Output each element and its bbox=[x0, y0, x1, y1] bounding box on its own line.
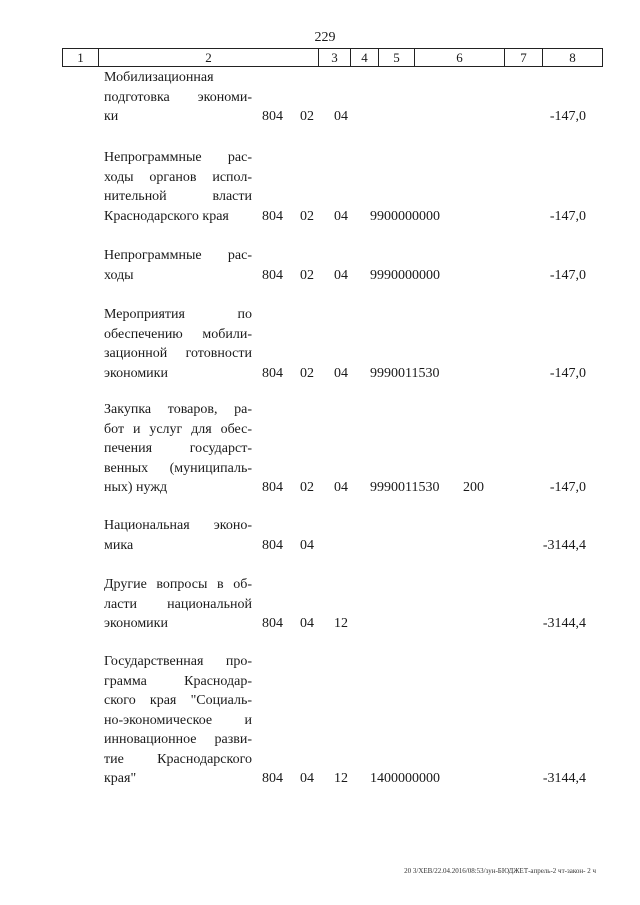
cell-col-4: 04 bbox=[300, 537, 314, 553]
cell-col-7: 200 bbox=[463, 480, 484, 495]
row-description bbox=[104, 246, 252, 285]
description-line: нительной власти bbox=[104, 189, 252, 204]
description-line: Непрограммные рас- bbox=[104, 248, 252, 263]
description-line: края" bbox=[104, 771, 137, 786]
cell-col-6: 9990011530 bbox=[370, 365, 440, 381]
description-line: инновационное разви- bbox=[104, 732, 252, 747]
cell-col-3: 804 bbox=[262, 208, 283, 224]
description-line: экономики bbox=[104, 365, 168, 381]
description-line: ходы bbox=[104, 267, 134, 283]
cell-col-8: -147,0 bbox=[549, 267, 586, 283]
description-line: печения государст- bbox=[104, 441, 252, 456]
header-col-4: 4 bbox=[351, 49, 379, 66]
description-line: ных) нужд bbox=[104, 480, 168, 495]
cell-col-6: 9900000000 bbox=[370, 208, 440, 224]
page-number: 229 bbox=[314, 30, 336, 45]
cell-col-3: 804 bbox=[262, 267, 283, 283]
cell-col-4: 02 bbox=[300, 480, 314, 495]
document-footer: 20 3/ХЕВ/22.04.2016/08:53/зун-БЮДЖЕТ-апрель-2 чт-закон- 2 ч bbox=[404, 867, 596, 875]
row-description bbox=[104, 575, 252, 634]
cell-col-4: 02 bbox=[300, 109, 314, 124]
description-line: бот и услуг для обес- bbox=[104, 421, 252, 437]
cell-col-5: 12 bbox=[334, 616, 348, 631]
header-col-1: 1 bbox=[63, 49, 99, 66]
cell-col-6: 9990000000 bbox=[370, 267, 440, 283]
description-line: Закупка товаров, ра- bbox=[104, 402, 252, 417]
cell-col-4: 04 bbox=[300, 616, 314, 631]
cell-col-4: 02 bbox=[300, 208, 314, 224]
cell-col-8: -147,0 bbox=[549, 208, 586, 224]
description-line: ходы органов испол- bbox=[104, 169, 252, 185]
cell-col-6: 9990011530 bbox=[370, 480, 440, 495]
description-line: Краснодарского края bbox=[104, 208, 229, 224]
cell-col-8: -3144,4 bbox=[542, 616, 586, 631]
header-col-2: 2 bbox=[99, 49, 319, 66]
cell-col-6: 1400000000 bbox=[370, 771, 440, 786]
cell-col-4: 04 bbox=[300, 771, 314, 786]
row-description bbox=[104, 305, 252, 383]
cell-col-4: 02 bbox=[300, 365, 314, 381]
cell-col-5: 04 bbox=[334, 208, 348, 224]
description-line: Другие вопросы в об- bbox=[104, 577, 252, 592]
cell-col-8: -3144,4 bbox=[542, 537, 586, 553]
header-col-3: 3 bbox=[319, 49, 351, 66]
cell-col-5: 12 bbox=[334, 771, 348, 786]
cell-col-8: -147,0 bbox=[549, 480, 586, 495]
cell-col-3: 804 bbox=[262, 365, 283, 381]
cell-col-8: -3144,4 bbox=[542, 771, 586, 786]
row-description bbox=[104, 148, 252, 226]
description-line: Мероприятия по bbox=[104, 307, 252, 322]
description-line: зационной готовности bbox=[104, 346, 252, 361]
header-col-7: 7 bbox=[505, 49, 543, 66]
cell-col-5: 04 bbox=[334, 109, 348, 124]
row-description bbox=[104, 516, 252, 555]
description-line: Государственная про- bbox=[104, 654, 252, 669]
description-line: венных (муниципаль- bbox=[104, 460, 252, 476]
description-line: обеспечению мобили- bbox=[104, 326, 252, 342]
table-header bbox=[62, 48, 603, 67]
cell-col-5: 04 bbox=[334, 365, 348, 381]
cell-col-3: 804 bbox=[262, 537, 283, 553]
cell-col-4: 02 bbox=[300, 267, 314, 283]
cell-col-5: 04 bbox=[334, 267, 348, 283]
cell-col-5: 04 bbox=[334, 480, 348, 495]
cell-col-3: 804 bbox=[262, 616, 283, 631]
description-line: грамма Краснодар- bbox=[104, 673, 252, 689]
description-line: подготовка экономи- bbox=[104, 89, 252, 105]
description-line: тие Краснодарского bbox=[104, 751, 252, 767]
description-line: но-экономическое и bbox=[104, 712, 252, 728]
description-line: ки bbox=[104, 109, 119, 124]
description-line: мика bbox=[104, 537, 134, 553]
cell-col-3: 804 bbox=[262, 480, 283, 495]
row-description bbox=[104, 652, 252, 789]
cell-col-8: -147,0 bbox=[549, 109, 586, 124]
description-line: ласти национальной bbox=[104, 596, 252, 612]
row-description bbox=[104, 400, 252, 498]
description-line: экономики bbox=[104, 616, 168, 631]
description-line: Национальная эконо- bbox=[104, 518, 252, 533]
cell-col-3: 804 bbox=[262, 109, 283, 124]
cell-col-8: -147,0 bbox=[549, 365, 586, 381]
cell-col-3: 804 bbox=[262, 771, 283, 786]
description-line: Мобилизационная bbox=[104, 70, 214, 85]
header-col-6: 6 bbox=[415, 49, 505, 66]
description-line: Непрограммные рас- bbox=[104, 150, 252, 165]
header-col-5: 5 bbox=[379, 49, 415, 66]
description-line: ского края "Социаль- bbox=[104, 693, 252, 708]
header-col-8: 8 bbox=[569, 50, 576, 65]
row-description bbox=[104, 68, 252, 127]
